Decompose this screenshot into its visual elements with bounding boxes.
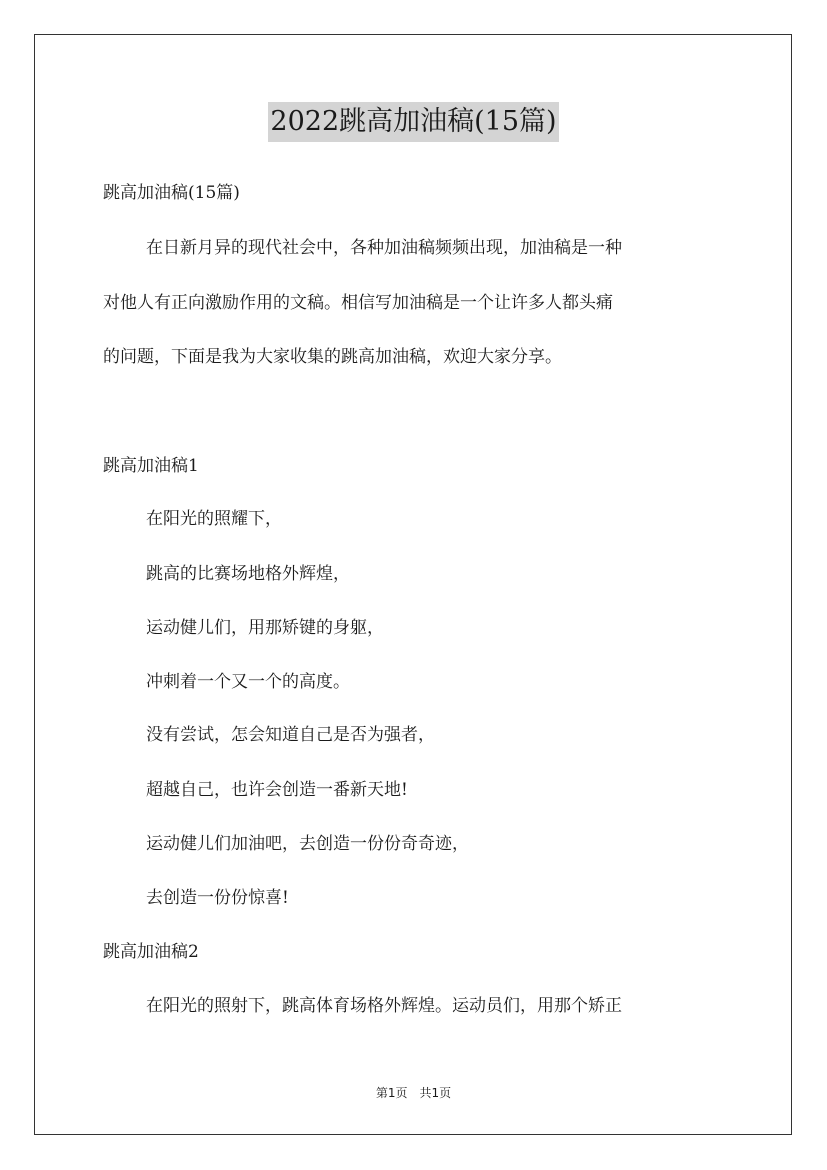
section-heading: 跳高加油稿1 bbox=[103, 456, 199, 476]
intro-line: 在日新月异的现代社会中，各种加油稿频频出现，加油稿是一种 bbox=[146, 238, 622, 258]
section-heading: 跳高加油稿2 bbox=[103, 942, 199, 962]
document-title-wrapper bbox=[0, 102, 827, 146]
poem-line: 跳高的比赛场地格外辉煌， bbox=[146, 564, 350, 584]
poem-line: 在阳光的照耀下， bbox=[146, 509, 282, 529]
intro-line: 的问题，下面是我为大家收集的跳高加油稿，欢迎大家分享。 bbox=[103, 347, 562, 367]
poem-line: 没有尝试，怎会知道自己是否为强者， bbox=[146, 725, 435, 745]
poem-line: 运动健儿们加油吧，去创造一份份奇奇迹， bbox=[146, 834, 469, 854]
intro-line: 对他人有正向激励作用的文稿。相信写加油稿是一个让许多人都头痛 bbox=[103, 293, 613, 313]
document-subtitle: 跳高加油稿(15篇) bbox=[103, 183, 240, 203]
paragraph-line: 在阳光的照射下，跳高体育场格外辉煌。运动员们，用那个矫正 bbox=[146, 996, 622, 1016]
document-title: 2022跳高加油稿(15篇) bbox=[268, 102, 558, 142]
poem-line: 运动健儿们，用那矫键的身躯， bbox=[146, 618, 384, 638]
page-footer: 第1页 共1页 bbox=[375, 1086, 452, 1100]
poem-line: 去创造一份份惊喜! bbox=[146, 888, 289, 908]
poem-line: 冲刺着一个又一个的高度。 bbox=[146, 672, 350, 692]
poem-line: 超越自己，也许会创造一番新天地! bbox=[146, 780, 408, 800]
